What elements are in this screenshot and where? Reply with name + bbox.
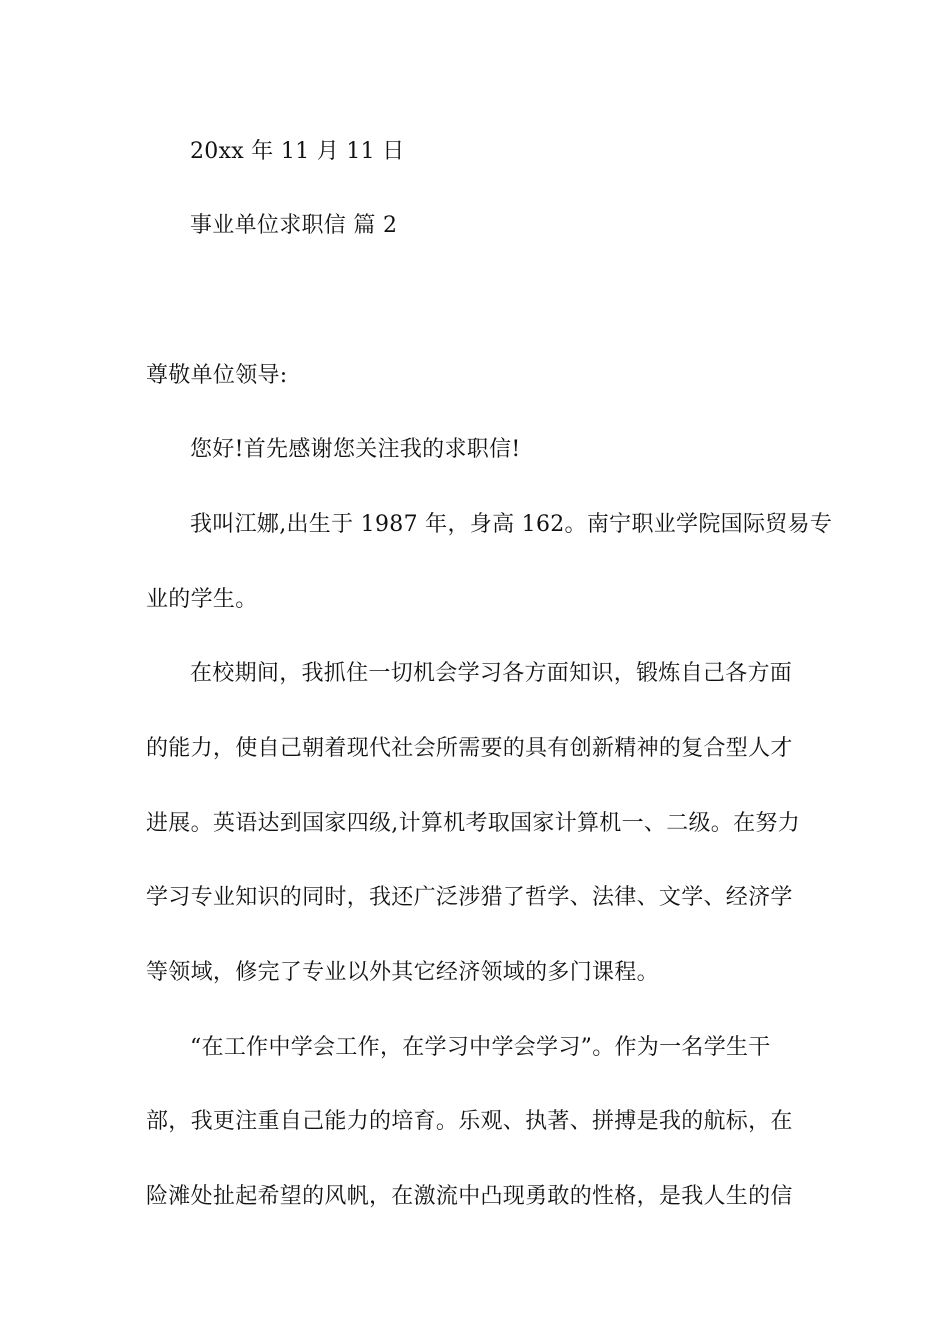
- body-line: 业的学生。: [146, 587, 258, 612]
- body-line: 进展。英语达到国家四级,计算机考取国家计算机一、二级。在努力: [146, 811, 800, 836]
- body-line: “在工作中学会工作，在学习中学会学习”。作为一名学生干: [190, 1035, 771, 1060]
- body-line: 险滩处扯起希望的风帆，在激流中凸现勇敢的性格，是我人生的信: [146, 1184, 793, 1209]
- body-line: 您好!首先感谢您关注我的求职信!: [190, 437, 521, 462]
- body-line: 学习专业知识的同时，我还广泛涉猎了哲学、法律、文学、经济学: [146, 885, 793, 910]
- body-line: 部，我更注重自己能力的培育。乐观、执著、拼搏是我的航标，在: [146, 1109, 793, 1134]
- letter-title: 事业单位求职信 篇 2: [190, 213, 398, 238]
- body-line: 的能力，使自己朝着现代社会所需要的具有创新精神的复合型人才: [146, 736, 793, 761]
- letter-salutation: 尊敬单位领导:: [146, 363, 288, 388]
- letter-date: 20xx 年 11 月 11 日: [190, 139, 405, 164]
- body-line: 我叫江娜,出生于 1987 年，身高 162。南宁职业学院国际贸易专: [190, 512, 833, 537]
- body-line: 在校期间，我抓住一切机会学习各方面知识，锻炼自己各方面: [190, 661, 793, 686]
- body-line: 等领域，修完了专业以外其它经济领域的多门课程。: [146, 960, 659, 985]
